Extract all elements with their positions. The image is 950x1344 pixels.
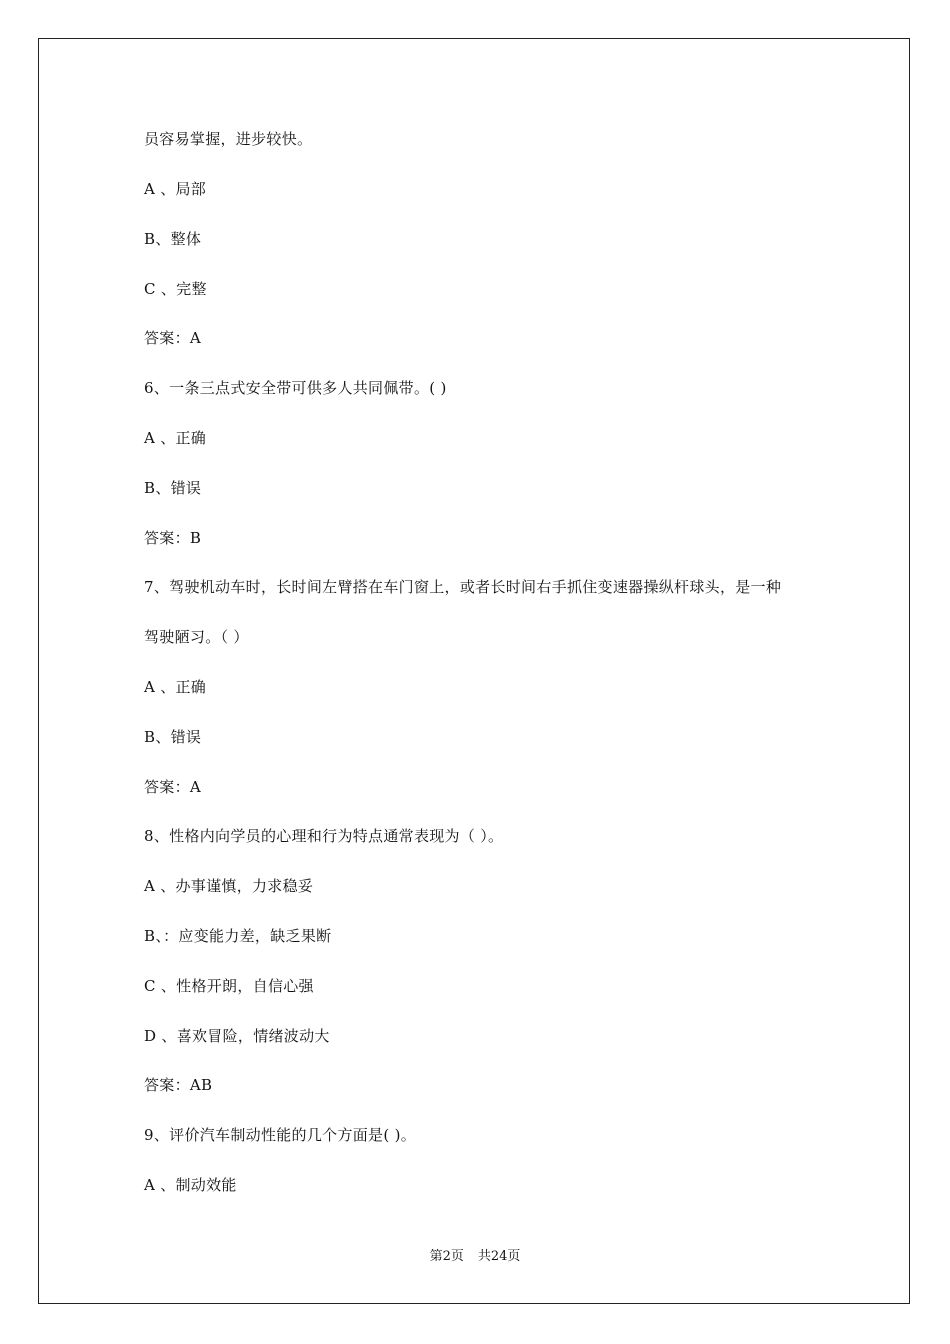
question-6-answer: 答案：B [144, 529, 202, 547]
question-8-option-b: B、：应变能力差，缺乏果断 [144, 927, 332, 945]
question-7-answer: 答案：A [144, 778, 202, 796]
question-8-option-c: C 、性格开朗，自信心强 [144, 977, 314, 995]
page-number: 第2页 [429, 1249, 464, 1264]
question-7-text: 7、驾驶机动车时，长时间左臂搭在车门窗上，或者长时间右手抓住变速器操纵杆球头，是一种 [144, 578, 782, 596]
question-5-answer: 答案：A [144, 329, 202, 347]
question-6-option-b: B、错误 [144, 479, 202, 497]
question-5-option-c: C 、完整 [144, 280, 207, 298]
question-8-text: 8、性格内向学员的心理和行为特点通常表现为（ ）。 [144, 827, 504, 845]
page-total: 共24页 [477, 1249, 521, 1264]
question-9-text: 9、评价汽车制动性能的几个方面是( )。 [144, 1126, 417, 1144]
question-5-option-a: A 、局部 [144, 180, 207, 198]
question-5-continuation: 员容易掌握，进步较快。 [144, 130, 313, 148]
question-5-option-b: B、整体 [144, 230, 202, 248]
question-6-text: 6、一条三点式安全带可供多人共同佩带。( ) [144, 379, 447, 397]
question-8-option-a: A 、办事谨慎，力求稳妥 [144, 877, 314, 895]
question-7-option-b: B、错误 [144, 728, 202, 746]
page-frame [38, 38, 910, 1304]
page-footer [0, 1248, 950, 1266]
question-7-text-cont: 驾驶陋习。（ ） [144, 628, 249, 646]
question-8-answer: 答案：AB [144, 1076, 213, 1094]
question-7-option-a: A 、正确 [144, 678, 207, 696]
question-8-option-d: D 、喜欢冒险，情绪波动大 [144, 1027, 330, 1045]
question-6-option-a: A 、正确 [144, 429, 207, 447]
question-9-option-a: A 、制动效能 [144, 1176, 237, 1194]
